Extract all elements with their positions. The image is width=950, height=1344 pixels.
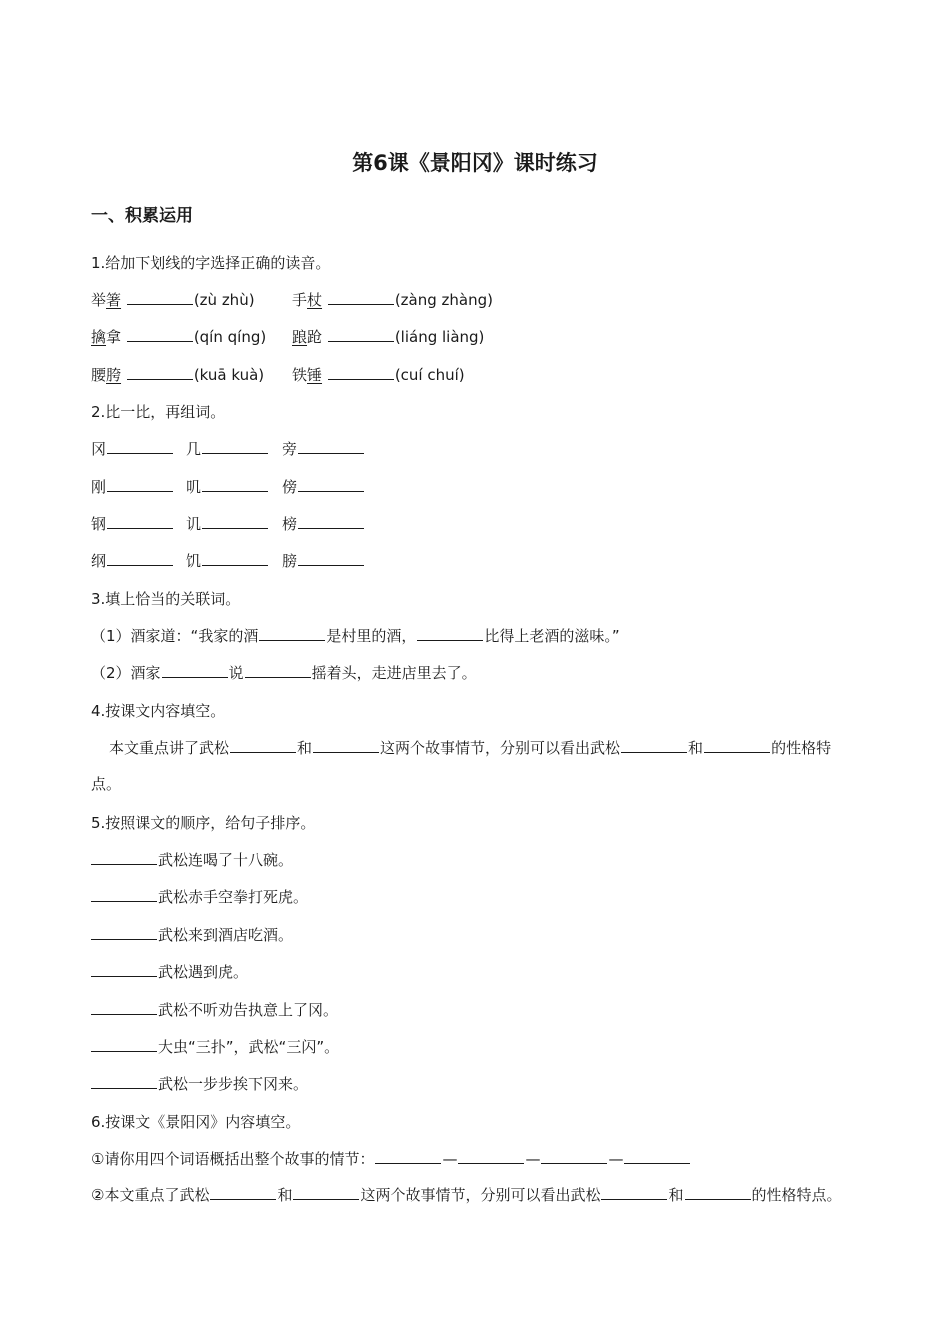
answer-blank[interactable]: [230, 737, 296, 753]
answer-blank[interactable]: [328, 289, 394, 305]
character: 饥: [186, 552, 202, 570]
q5-prompt: 5.按照课文的顺序，给句子排序。: [91, 814, 316, 832]
answer-blank[interactable]: [685, 1184, 751, 1200]
q3-s2-part-c: 摇着头，走进店里去了。: [311, 664, 477, 682]
order-item-text: 武松赤手空拳打死虎。: [158, 888, 309, 906]
answer-blank[interactable]: [417, 625, 483, 641]
word-character: 腰: [91, 366, 107, 384]
order-item: [91, 924, 293, 946]
character: 纲: [91, 552, 107, 570]
underlined-character: 箸: [106, 291, 122, 309]
order-item-text: 武松不听劝告执意上了冈。: [158, 1001, 339, 1019]
pronunciation-item: [292, 326, 484, 348]
character: 膀: [282, 552, 298, 570]
q4-part-b: 和: [297, 739, 313, 757]
answer-blank[interactable]: [91, 924, 157, 940]
answer-blank[interactable]: [202, 513, 268, 529]
answer-blank[interactable]: [91, 1036, 157, 1052]
q6-p2-part-c: 这两个故事情节，分别可以看出武松: [360, 1186, 601, 1204]
word-character: 手: [292, 291, 308, 309]
underlined-character: 踉: [292, 328, 308, 346]
q4-paragraph: [91, 730, 861, 802]
answer-blank[interactable]: [127, 364, 193, 380]
q4-prompt: 4.按课文内容填空。: [91, 702, 226, 720]
compare-character-item: [282, 438, 365, 460]
q6-p2-part-e: 的性格特点。: [751, 1186, 842, 1204]
pronunciation-item: [91, 326, 266, 348]
compare-character-item: [282, 550, 365, 572]
answer-blank[interactable]: [245, 662, 311, 678]
q4-part-c: 这两个故事情节，分别可以看出武松: [380, 739, 621, 757]
answer-blank[interactable]: [313, 737, 379, 753]
underlined-character: 锤: [307, 366, 323, 384]
character: 旁: [282, 440, 298, 458]
q4-part-d: 和: [688, 739, 704, 757]
order-item-text: 武松遇到虎。: [158, 963, 249, 981]
character: 叽: [186, 478, 202, 496]
pinyin-options: (liáng liàng): [394, 328, 485, 346]
answer-blank[interactable]: [91, 886, 157, 902]
dash: —: [608, 1150, 624, 1168]
answer-blank[interactable]: [127, 289, 193, 305]
answer-blank[interactable]: [202, 438, 268, 454]
order-item: [91, 961, 248, 983]
character: 冈: [91, 440, 107, 458]
character: 傍: [282, 478, 298, 496]
answer-blank[interactable]: [202, 550, 268, 566]
q3-s1-part-c: 比得上老酒的滋味。”: [484, 627, 620, 645]
q3-prompt: 3.填上恰当的关联词。: [91, 590, 241, 608]
answer-blank[interactable]: [458, 1148, 524, 1164]
dash: —: [442, 1150, 458, 1168]
section-heading: 一、积累运用: [91, 206, 193, 226]
compare-character-item: [91, 513, 174, 535]
word-character: 拿: [106, 328, 122, 346]
compare-character-item: [186, 513, 269, 535]
q3-sentence-1: [91, 625, 620, 647]
character: 几: [186, 440, 202, 458]
answer-blank[interactable]: [107, 476, 173, 492]
compare-character-item: [282, 476, 365, 498]
answer-blank[interactable]: [210, 1184, 276, 1200]
answer-blank[interactable]: [298, 550, 364, 566]
answer-blank[interactable]: [107, 513, 173, 529]
answer-blank[interactable]: [328, 326, 394, 342]
order-item: [91, 886, 308, 908]
answer-blank[interactable]: [202, 476, 268, 492]
answer-blank[interactable]: [704, 737, 770, 753]
pinyin-options: (zàng zhàng): [394, 291, 493, 309]
pronunciation-item: [91, 364, 264, 386]
compare-character-item: [186, 476, 269, 498]
compare-character-item: [91, 550, 174, 572]
compare-character-item: [282, 513, 365, 535]
answer-blank[interactable]: [375, 1148, 441, 1164]
answer-blank[interactable]: [541, 1148, 607, 1164]
order-item-text: 武松连喝了十八碗。: [158, 851, 294, 869]
order-item-text: 武松一步步挨下冈来。: [158, 1075, 309, 1093]
pinyin-options: (cuí chuí): [394, 366, 465, 384]
answer-blank[interactable]: [107, 438, 173, 454]
answer-blank[interactable]: [91, 999, 157, 1015]
pronunciation-item: [292, 289, 493, 311]
pronunciation-item: [91, 289, 255, 311]
compare-character-item: [91, 476, 174, 498]
answer-blank[interactable]: [624, 1148, 690, 1164]
compare-character-item: [186, 550, 269, 572]
q2-prompt: 2.比一比，再组词。: [91, 403, 226, 421]
pronunciation-item: [292, 364, 465, 386]
answer-blank[interactable]: [91, 1073, 157, 1089]
q6-prompt: 6.按课文《景阳冈》内容填空。: [91, 1113, 301, 1131]
character: 榜: [282, 515, 298, 533]
underlined-character: 杖: [307, 291, 323, 309]
character: 讥: [186, 515, 202, 533]
page-title: 第6课《景阳冈》课时练习: [352, 151, 598, 175]
answer-blank[interactable]: [298, 476, 364, 492]
q3-s2-part-b: 说: [228, 664, 244, 682]
underlined-character: 擒: [91, 328, 107, 346]
order-item: [91, 1036, 339, 1058]
word-character: 跄: [307, 328, 323, 346]
order-item: [91, 849, 293, 871]
q6-p2-part-b: 和: [277, 1186, 293, 1204]
order-item: [91, 999, 338, 1021]
answer-blank[interactable]: [107, 550, 173, 566]
underlined-character: 胯: [106, 366, 122, 384]
answer-blank[interactable]: [328, 364, 394, 380]
character: 钢: [91, 515, 107, 533]
answer-blank[interactable]: [162, 662, 228, 678]
q6-p1-text: ①请你用四个词语概括出整个故事的情节：: [91, 1150, 375, 1168]
answer-blank[interactable]: [621, 737, 687, 753]
word-character: 举: [91, 291, 107, 309]
q3-s1-part-a: （1）酒家道：“我家的酒: [91, 627, 259, 645]
q3-s1-part-b: 是村里的酒，: [326, 627, 417, 645]
order-item-text: 大虫“三扑”，武松“三闪”。: [158, 1038, 340, 1056]
pinyin-options: (qín qíng): [193, 328, 267, 346]
compare-character-item: [186, 438, 269, 460]
answer-blank[interactable]: [259, 625, 325, 641]
q6-part-1: [91, 1148, 691, 1170]
compare-character-item: [91, 438, 174, 460]
order-item-text: 武松来到酒店吃酒。: [158, 926, 294, 944]
q6-p2-part-a: ②本文重点了武松: [91, 1186, 210, 1204]
pinyin-options: (zù zhù): [193, 291, 255, 309]
answer-blank[interactable]: [91, 961, 157, 977]
character: 刚: [91, 478, 107, 496]
dash: —: [525, 1150, 541, 1168]
answer-blank[interactable]: [293, 1184, 359, 1200]
answer-blank[interactable]: [91, 849, 157, 865]
q4-part-a: 本文重点讲了武松: [109, 739, 230, 757]
pinyin-options: (kuā kuà): [193, 366, 265, 384]
q6-part-2: [91, 1177, 861, 1213]
q6-p2-part-d: 和: [668, 1186, 684, 1204]
q1-prompt: 1.给加下划线的字选择正确的读音。: [91, 254, 331, 272]
word-character: 铁: [292, 366, 308, 384]
answer-blank[interactable]: [298, 513, 364, 529]
answer-blank[interactable]: [127, 326, 193, 342]
q3-sentence-2: [91, 662, 477, 684]
answer-blank[interactable]: [601, 1184, 667, 1200]
answer-blank[interactable]: [298, 438, 364, 454]
order-item: [91, 1073, 308, 1095]
q3-s2-part-a: （2）酒家: [91, 664, 161, 682]
q4-part-e: 的性格特点。: [91, 739, 832, 793]
